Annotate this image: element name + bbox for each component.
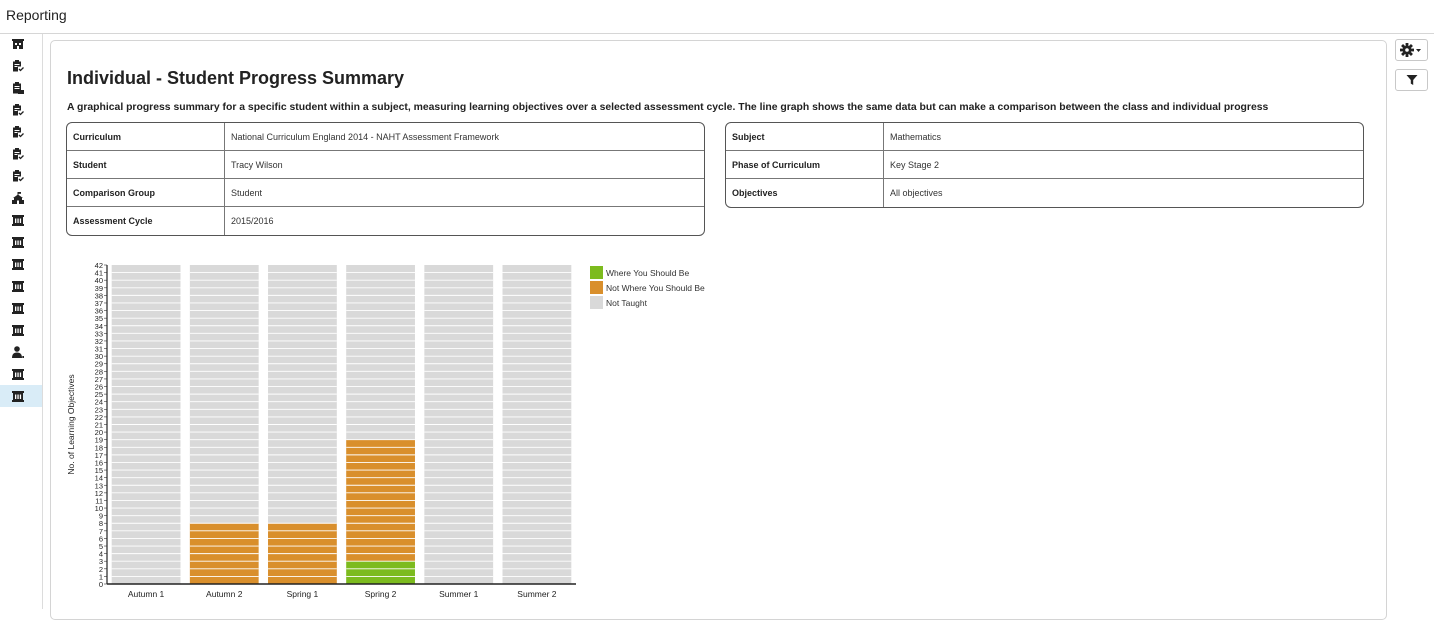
sidebar-item-12[interactable] [0, 275, 42, 297]
report-parameters-table [66, 122, 705, 236]
top-bar [0, 0, 1434, 34]
sidebar-item-15[interactable] [0, 341, 42, 363]
sidebar-item-8[interactable] [0, 187, 42, 209]
x-tick-label: Summer 2 [517, 589, 557, 599]
y-tick-label: 38 [94, 291, 103, 301]
parameter-label: Comparison Group [67, 179, 225, 206]
sidebar-item-14[interactable] [0, 319, 42, 341]
building-grid-icon [12, 38, 24, 50]
report-scope-table [725, 122, 1364, 208]
parameter-row [67, 207, 704, 235]
legend-swatch [590, 281, 603, 294]
bank-icon [12, 390, 24, 402]
legend-swatch [590, 266, 603, 279]
bank-icon [12, 258, 24, 270]
sidebar [0, 34, 43, 609]
parameter-label: Student [67, 151, 225, 178]
y-tick-label: 27 [94, 374, 103, 384]
y-tick-label: 37 [94, 298, 103, 308]
parameter-row [67, 151, 704, 179]
parameter-row [67, 179, 704, 207]
y-tick-label: 25 [94, 390, 103, 400]
y-tick-label: 11 [95, 496, 103, 506]
y-tick-label: 3 [98, 557, 103, 567]
sidebar-item-6[interactable] [0, 143, 42, 165]
y-tick-label: 5 [98, 542, 103, 552]
y-tick-label: 26 [94, 382, 103, 392]
legend-label: Where You Should Be [606, 267, 690, 278]
y-tick-label: 9 [98, 511, 103, 521]
sidebar-item-17[interactable] [0, 385, 42, 407]
bar-segment [346, 265, 415, 440]
y-tick-label: 28 [94, 367, 103, 377]
scope-label: Phase of Curriculum [726, 151, 884, 178]
y-tick-label: 35 [94, 314, 103, 324]
sidebar-item-16[interactable] [0, 363, 42, 385]
legend-swatch [590, 296, 603, 309]
parameter-label: Curriculum [67, 123, 225, 150]
y-tick-label: 15 [94, 466, 103, 476]
clipboard-check-icon [12, 148, 24, 160]
y-tick-label: 8 [98, 519, 103, 529]
y-tick-label: 0 [98, 580, 103, 589]
y-tick-label: 41 [94, 268, 103, 278]
y-tick-label: 1 [98, 572, 103, 582]
gear-icon [1400, 43, 1424, 57]
y-tick-label: 34 [94, 321, 103, 331]
scope-value: All objectives [890, 188, 943, 198]
parameter-value: Student [231, 187, 263, 198]
sidebar-item-1[interactable] [0, 33, 42, 55]
sidebar-item-10[interactable] [0, 231, 42, 253]
scope-row [726, 151, 1363, 179]
sidebar-item-7[interactable] [0, 165, 42, 187]
scope-row [726, 123, 1363, 151]
legend-item [590, 280, 705, 295]
y-axis-label: No. of Learning Objectives [66, 374, 76, 475]
scope-row [726, 179, 1363, 207]
clipboard-check-icon [12, 104, 24, 116]
clipboard-check-icon [12, 126, 24, 138]
y-tick-label: 19 [94, 435, 103, 445]
settings-dropdown-button[interactable] [1395, 39, 1428, 61]
y-tick-label: 10 [94, 504, 103, 514]
bar-segment [346, 561, 415, 584]
bank-icon [12, 302, 24, 314]
parameter-row [67, 123, 704, 151]
chart-legend [590, 265, 705, 310]
sidebar-item-13[interactable] [0, 297, 42, 319]
x-tick-label: Summer 1 [439, 589, 479, 599]
page-title: Individual - Student Progress Summary [67, 68, 405, 88]
y-tick-label: 29 [94, 359, 103, 369]
y-tick-label: 14 [94, 473, 103, 483]
y-tick-label: 24 [94, 397, 103, 407]
user-icon [12, 346, 24, 358]
bank-icon [12, 236, 24, 248]
app-title: Reporting [6, 7, 67, 23]
school-icon [12, 192, 24, 204]
parameter-value: Tracy Wilson [231, 159, 283, 170]
y-tick-label: 7 [98, 526, 103, 536]
y-tick-label: 23 [94, 405, 103, 415]
sidebar-item-5[interactable] [0, 121, 42, 143]
y-tick-label: 6 [98, 534, 103, 544]
y-tick-label: 20 [94, 428, 103, 438]
sidebar-item-11[interactable] [0, 253, 42, 275]
y-tick-label: 16 [94, 458, 103, 468]
clipboard-check-icon [12, 170, 24, 182]
x-tick-label: Spring 1 [286, 589, 319, 599]
y-tick-label: 33 [94, 329, 103, 339]
bank-icon [12, 280, 24, 292]
page-description: A graphical progress summary for a specific student within a subject, measuring learning objectives over a selected assessment cycle. The line graph shows the same data but can make a comparison between the class and individual progress [67, 102, 1269, 113]
legend-label: Not Taught [606, 297, 647, 308]
y-tick-label: 32 [94, 336, 103, 346]
y-tick-label: 18 [94, 443, 103, 453]
sidebar-item-4[interactable] [0, 99, 42, 121]
x-tick-label: Autumn 2 [206, 589, 243, 599]
filter-icon [1406, 74, 1418, 86]
y-tick-label: 39 [94, 283, 103, 293]
y-tick-label: 4 [98, 549, 103, 559]
bank-icon [12, 214, 24, 226]
sidebar-item-3[interactable] [0, 77, 42, 99]
y-tick-label: 30 [94, 352, 103, 362]
legend-label: Not Where You Should Be [606, 282, 705, 293]
clipboard-check-icon [12, 60, 24, 72]
clipboard-list-icon [12, 82, 24, 94]
bank-icon [12, 324, 24, 336]
parameter-value: National Curriculum England 2014 - NAHT Assessment Framework [231, 131, 499, 142]
scope-label: Objectives [726, 179, 884, 207]
scope-value: Key Stage 2 [890, 159, 940, 170]
y-tick-label: 36 [94, 306, 103, 316]
y-tick-label: 13 [94, 481, 103, 491]
legend-item [590, 265, 705, 280]
y-tick-label: 42 [94, 261, 103, 270]
parameter-value: 2015/2016 [231, 216, 274, 226]
filter-button[interactable] [1395, 69, 1428, 91]
y-tick-label: 40 [94, 276, 103, 286]
y-tick-label: 17 [94, 450, 103, 460]
sidebar-item-9[interactable] [0, 209, 42, 231]
legend-item [590, 295, 705, 310]
bank-icon [12, 368, 24, 380]
y-tick-label: 22 [94, 412, 103, 422]
y-tick-label: 2 [98, 564, 103, 574]
sidebar-item-2[interactable] [0, 55, 42, 77]
scope-label: Subject [726, 123, 884, 150]
x-tick-label: Spring 2 [364, 589, 397, 599]
x-tick-label: Autumn 1 [127, 589, 165, 599]
y-tick-label: 21 [94, 420, 103, 430]
progress-bar-chart [63, 258, 583, 603]
y-tick-label: 12 [94, 488, 103, 498]
scope-value: Mathematics [890, 131, 942, 142]
parameter-label: Assessment Cycle [67, 207, 225, 235]
y-tick-label: 31 [94, 344, 103, 354]
